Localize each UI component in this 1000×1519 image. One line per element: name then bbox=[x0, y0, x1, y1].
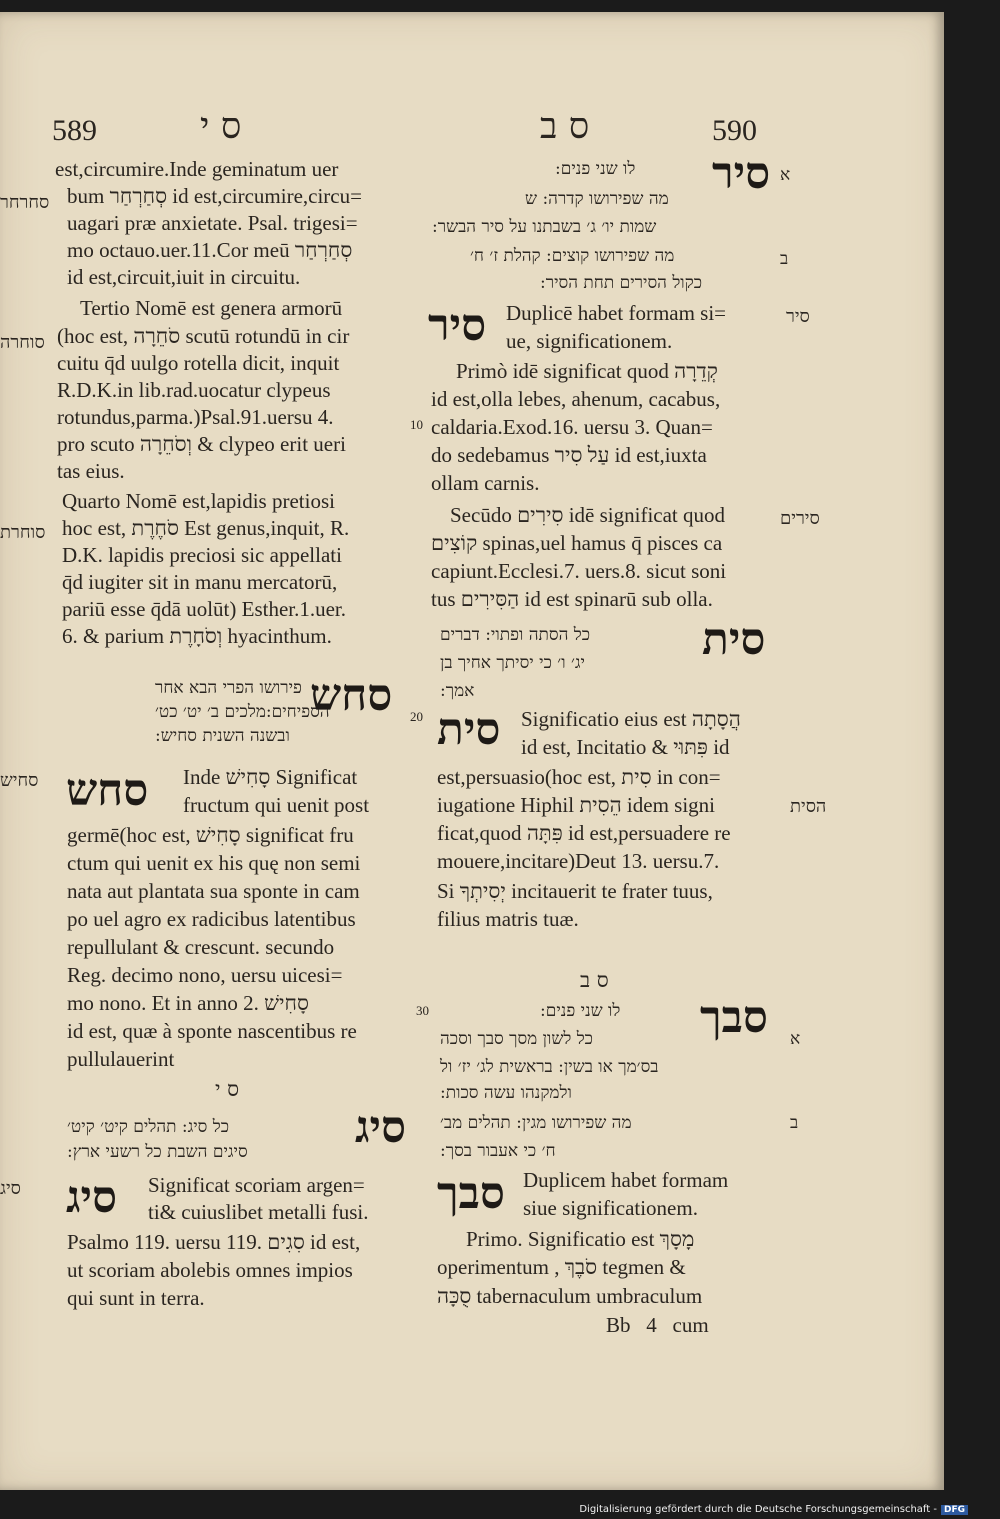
text-line: est,circumire.Inde geminatum uer bbox=[55, 157, 339, 181]
text-line: mouere,incitare)Deut 13. uersu.7. bbox=[437, 849, 720, 873]
text-line: ollam carnis. bbox=[431, 471, 540, 495]
hebrew-line: אמך: bbox=[440, 681, 475, 701]
entry-headword: סיר bbox=[712, 148, 771, 199]
entry-headword: סיר bbox=[428, 300, 487, 351]
hebrew-line: בס׳מך או בשין: בראשית לג׳ יז׳ ול bbox=[440, 1057, 659, 1077]
hebrew-line: פירושו הפרי הבא אחר bbox=[155, 678, 302, 698]
text-line: D.K. lapidis preciosi sic appellati bbox=[62, 543, 342, 567]
section-label: ס י bbox=[215, 1077, 240, 1101]
entry-headword: סית bbox=[702, 614, 766, 665]
text-line: qui sunt in terra. bbox=[67, 1286, 205, 1310]
hebrew-line: מה שפירושו קוצים: קהלת ז׳ ח׳ bbox=[470, 246, 675, 266]
text-line: Tertio Nomē est genera armorū bbox=[80, 296, 343, 320]
text-line: קוֹצִים spinas,uel hamus q̄ pisces ca bbox=[431, 531, 723, 555]
text-line: uagari præ anxietate. Psal. trigesi= bbox=[67, 211, 358, 235]
text-line: capiunt.Ecclesi.7. uers.8. sicut soni bbox=[431, 559, 727, 583]
text-line: repullulant & crescunt. secundo bbox=[67, 935, 335, 959]
text-line: cuitu q̄d uulgo rotella dicit, inquit bbox=[57, 351, 340, 375]
text-line: do sedebamus עַל סִיר id est,iuxta bbox=[431, 443, 707, 467]
text-line: mo nono. Et in anno 2. סָחִישׁ bbox=[67, 991, 309, 1015]
running-head-right: ס ב bbox=[540, 106, 590, 147]
text-line: Duplicem habet formam bbox=[523, 1168, 729, 1192]
text-line: Significat scoriam argen= bbox=[148, 1173, 365, 1197]
margin-letter: ב bbox=[790, 1113, 799, 1133]
hebrew-line: שמות יו׳ ג׳ בשבתנו על סיר הבשר: bbox=[432, 217, 657, 237]
text-line: fructum qui uenit post bbox=[183, 793, 370, 817]
text-line: hoc est, סֹחֶרֶת Est genus,inquit, R. bbox=[62, 516, 350, 540]
hebrew-line: ח׳ כי אעבור בסך: bbox=[440, 1141, 556, 1161]
text-line: filius matris tuæ. bbox=[437, 907, 579, 931]
text-line: pullulauerint bbox=[67, 1047, 175, 1071]
entry-headword: סבך bbox=[700, 992, 768, 1043]
margin-note: הסית bbox=[790, 796, 827, 817]
entry-headword: סבך bbox=[437, 1168, 505, 1219]
entry-headword: סיג bbox=[66, 1172, 118, 1223]
margin-note: סירים bbox=[780, 508, 820, 529]
margin-letter: ב bbox=[780, 249, 789, 269]
hebrew-line: לו שני פנים: bbox=[555, 159, 636, 179]
hebrew-line: ובשנה השנית סחיש: bbox=[155, 726, 290, 746]
digitization-credit bbox=[579, 1504, 968, 1515]
text-line: pariū esse q̄dā uolūt) Esther.1.uer. bbox=[62, 597, 347, 621]
margin-note: סוחרה bbox=[0, 332, 45, 353]
text-line: 6. & parium וְסֹחָרֶת hyacinthum. bbox=[62, 624, 332, 648]
text-line: ut scoriam abolebis omnes impios bbox=[67, 1258, 353, 1282]
text-line: id est, quæ à sponte nascentibus re bbox=[67, 1019, 357, 1043]
entry-headword: סיג bbox=[355, 1102, 407, 1153]
text-line: caldaria.Exod.16. uersu 3. Quan= bbox=[431, 415, 713, 439]
page-number-right: 590 bbox=[712, 114, 757, 147]
text-line: Si יְסִיתְךָ incitauerit te frater tuus, bbox=[437, 879, 713, 903]
text-line: Quarto Nomē est,lapidis pretiosi bbox=[62, 489, 335, 513]
text-line: Inde סָחִישׁ Significat bbox=[183, 765, 358, 789]
text-line: R.D.K.in lib.rad.uocatur clypeus bbox=[57, 378, 331, 402]
section-label: ס ב bbox=[580, 968, 609, 992]
hebrew-line: ולמקנהו עשה סכות: bbox=[440, 1083, 572, 1103]
text-line: po uel agro ex radicibus latentibus bbox=[67, 907, 356, 931]
text-line: Significatio eius est הֲסָתָה bbox=[521, 707, 741, 731]
text-line: Duplicē habet formam si= bbox=[506, 301, 727, 325]
book-page bbox=[0, 12, 944, 1490]
margin-note: סיר bbox=[786, 306, 810, 327]
text-line: pro scuto וְסֹחֵרָה & clypeo erit ueri bbox=[57, 432, 346, 456]
text-line: nata aut plantata sua sponte in cam bbox=[67, 879, 360, 903]
hebrew-line: לו שני פנים: bbox=[540, 1001, 621, 1021]
entry-headword: סית bbox=[437, 704, 501, 755]
text-line: mo octauo.uer.11.Cor meū סְחַרְחַר bbox=[67, 238, 353, 262]
hebrew-line: סיגים השבת כל רשעי ארץ: bbox=[67, 1142, 248, 1162]
text-line: Reg. decimo nono, uersu uicesi= bbox=[67, 963, 343, 987]
hebrew-line: הספיחים:מלכים ב׳ יט׳ כט׳ bbox=[155, 702, 330, 722]
margin-note: סיג bbox=[0, 1178, 21, 1199]
hebrew-line: יג׳ ו׳ כי יסיתך אחיך בן bbox=[440, 653, 585, 673]
catchword: Bb 4 cum bbox=[606, 1313, 709, 1337]
entry-headword: סחש bbox=[66, 765, 149, 816]
text-line: iugatione Hiphil הֵסִית idem signi bbox=[437, 793, 716, 817]
hebrew-line: כל סיג: תהלים קיט׳ קיט׳ bbox=[67, 1117, 230, 1137]
text-line: est,persuasio(hoc est, סִית in con= bbox=[437, 765, 721, 789]
entry-headword: סחש bbox=[310, 670, 393, 721]
text-line: operimentum , סֹבֶךְ tegmen & bbox=[437, 1255, 686, 1279]
text-line: ue, significationem. bbox=[506, 329, 673, 353]
text-line: rotundus,parma.)Psal.91.uersu 4. bbox=[57, 405, 334, 429]
text-line: Primo. Significatio est מָסָךְ bbox=[466, 1227, 695, 1251]
text-line: id est,olla lebes, ahenum, cacabus, bbox=[431, 387, 721, 411]
credit-text: Digitalisierung gefördert durch die Deutsche Forschungsgemeinschaft - bbox=[579, 1504, 937, 1515]
margin-note: סחרחר bbox=[0, 192, 50, 213]
text-line: siue significationem. bbox=[523, 1196, 698, 1220]
text-line: (hoc est, סֹחֵרָה scutū rotundū in cir bbox=[57, 324, 350, 348]
text-line: id est, Incitatio & פִּתּוּי id bbox=[521, 735, 730, 759]
hebrew-line: מה שפירושו מגין: תהלים מב׳ bbox=[440, 1113, 632, 1133]
text-line: tas eius. bbox=[57, 459, 125, 483]
text-line: ficat,quod פִּתָּה id est,persuadere re bbox=[437, 821, 731, 845]
text-line: ti& cuiuslibet metalli fusi. bbox=[148, 1200, 369, 1224]
hebrew-line: מה שפירושו קדרה: ש bbox=[525, 189, 669, 209]
page-number-left: 589 bbox=[52, 114, 97, 147]
dfg-logo: DFG bbox=[941, 1505, 968, 1515]
text-line: Primò idē significat quod קְדֵרָה bbox=[456, 359, 718, 383]
margin-note: סחיש bbox=[0, 770, 39, 791]
text-line: ctum qui uenit ex his quę non semi bbox=[67, 851, 361, 875]
margin-letter: א bbox=[780, 165, 791, 185]
hebrew-line: כל הסתה ופתוי: דברים bbox=[440, 625, 591, 645]
hebrew-line: כל לשון מסך סבך וסכה bbox=[440, 1029, 593, 1049]
margin-letter: א bbox=[790, 1029, 801, 1049]
text-line: tus הַסִּירִים id est spinarū sub olla. bbox=[431, 587, 713, 611]
running-head-left: ס י bbox=[200, 106, 242, 147]
hebrew-line: כקול הסירים תחת הסיר: bbox=[540, 273, 703, 293]
line-number: 10 bbox=[410, 417, 423, 432]
line-number: 20 bbox=[410, 709, 423, 724]
text-line: id est,circuit,iuit in circuitu. bbox=[67, 265, 301, 289]
margin-note: סוחרת bbox=[0, 522, 46, 543]
text-line: סֻכָּה tabernaculum umbraculum bbox=[437, 1284, 703, 1308]
line-number: 30 bbox=[416, 1003, 429, 1018]
text-line: Psalmo 119. uersu 119. סִגִים id est, bbox=[67, 1230, 361, 1254]
text-line: Secūdo סִירִים idē significat quod bbox=[450, 503, 726, 527]
text-line: germē(hoc est, סָחִישׁ significat fru bbox=[67, 823, 354, 847]
text-line: bum סְחַרְחַר id est,circumire,circu= bbox=[67, 184, 362, 208]
text-line: q̄d iugiter sit in manu mercatorū, bbox=[62, 570, 338, 594]
